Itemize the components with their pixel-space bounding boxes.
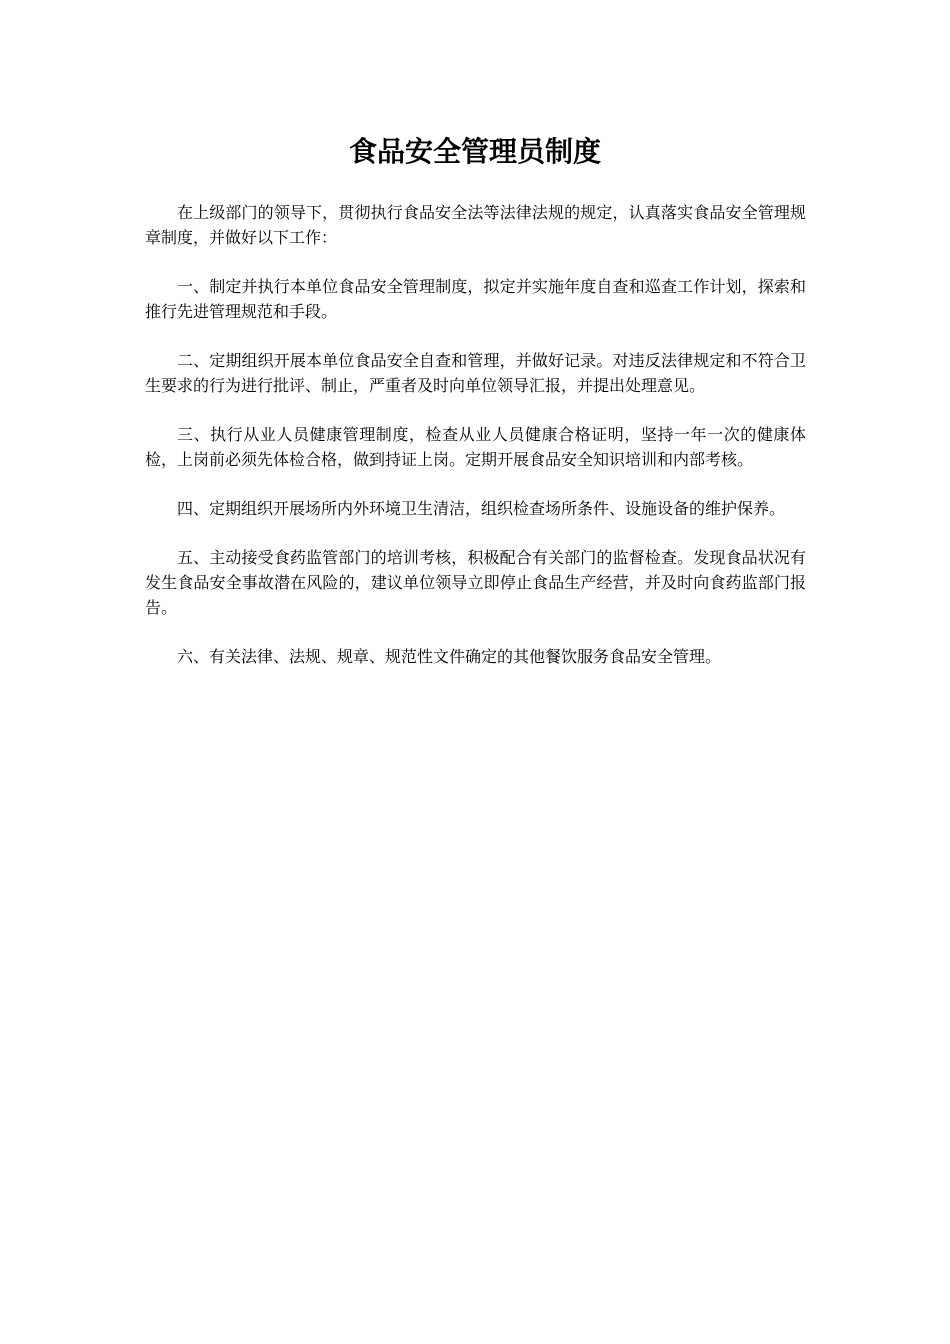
document-title: 食品安全管理员制度: [348, 135, 601, 168]
item-1-paragraph: 一、制定并执行本单位食品安全管理制度，拟定并实施年度自查和巡查工作计划，探索和推行先进管理规范和手段。: [145, 277, 806, 321]
item-6-paragraph: 六、有关法律、法规、规章、规范性文件确定的其他餐饮服务食品安全管理。: [177, 647, 722, 666]
item-2-paragraph: 二、定期组织开展本单位食品安全自查和管理，并做好记录。对违反法律规定和不符合卫生要求的行为进行批评、制止，严重者及时向单位领导汇报，并提出处理意见。: [145, 351, 806, 395]
item-5-paragraph: 五、主动接受食药监管部门的培训考核，积极配合有关部门的监督检查。发现食品状况有发生食品安全事故潜在风险的，建议单位领导立即停止食品生产经营，并及时向食药监部门报告。: [145, 548, 806, 617]
intro-paragraph: 在上级部门的领导下，贯彻执行食品安全法等法律法规的规定，认真落实食品安全管理规章制度，并做好以下工作：: [145, 203, 806, 247]
document-body: [145, 200, 806, 693]
item-4-paragraph: 四、定期组织开展场所内外环境卫生清洁，组织检查场所条件、设施设备的维护保养。: [177, 499, 786, 518]
item-3-paragraph: 三、执行从业人员健康管理制度，检查从业人员健康合格证明，坚持一年一次的健康体检，上岗前必须先体检合格，做到持证上岗。定期开展食品安全知识培训和内部考核。: [145, 425, 806, 469]
